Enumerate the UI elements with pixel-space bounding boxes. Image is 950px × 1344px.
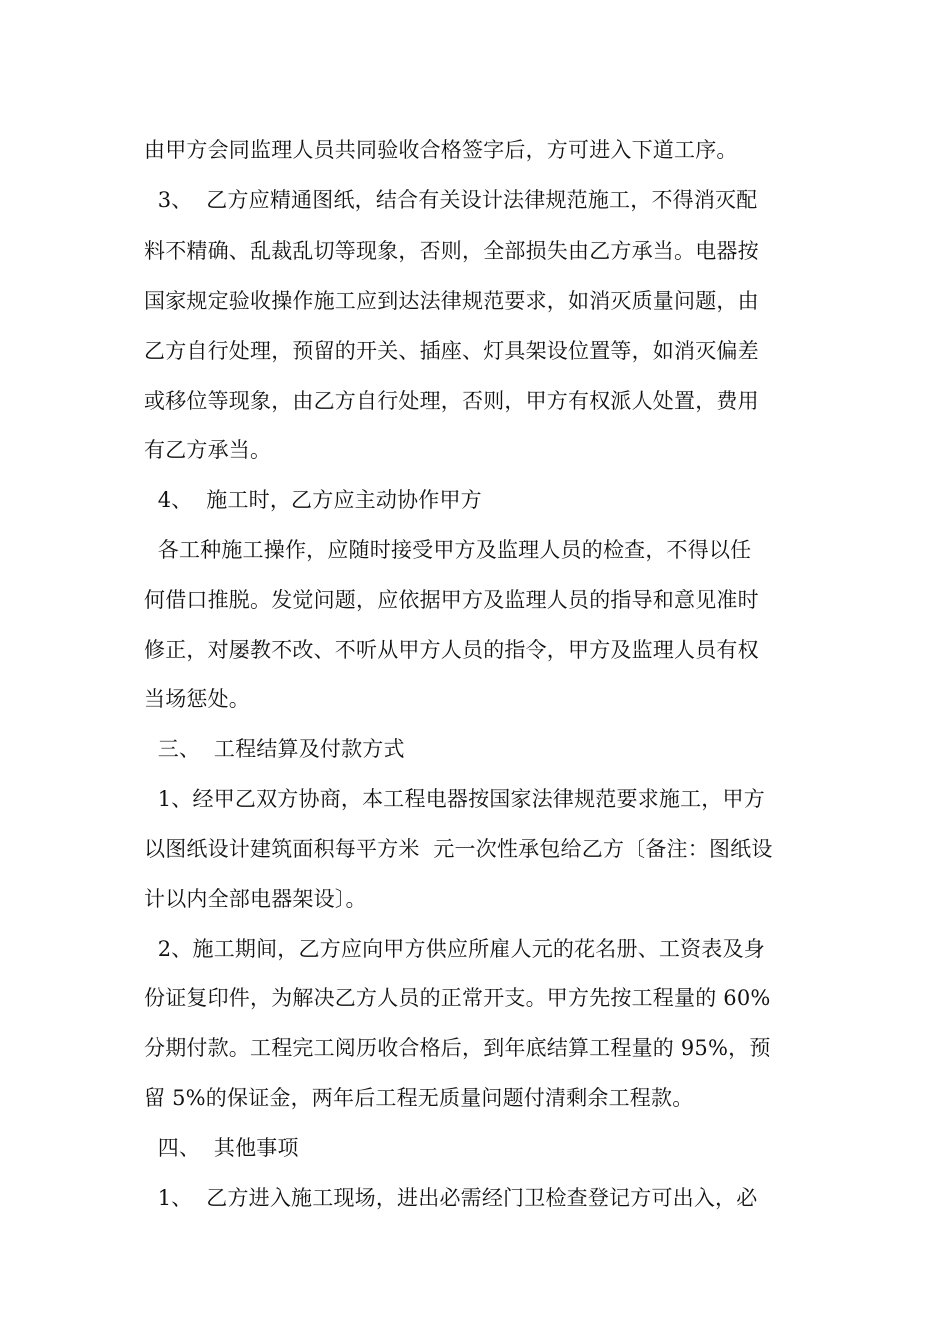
- text-line: 当场惩处。: [144, 687, 250, 711]
- text-line: 1、经甲乙双方协商，本工程电器按国家法律规范要求施工，甲方: [144, 787, 765, 811]
- section-heading: 4、 施工时，乙方应主动协作甲方: [144, 488, 482, 512]
- section-heading: 三、 工程结算及付款方式: [144, 737, 405, 761]
- text-line: 乙方自行处理，预留的开关、插座、灯具架设位置等，如消灭偏差: [144, 339, 759, 363]
- text-line: 或移位等现象，由乙方自行处理，否则，甲方有权派人处置，费用: [144, 389, 759, 413]
- text-line: 份证复印件，为解决乙方人员的正常开支。甲方先按工程量的 60%: [144, 986, 771, 1010]
- text-line: 修正，对屡教不改、不听从甲方人员的指令，甲方及监理人员有权: [144, 638, 759, 662]
- text-line: 计以内全部电器架设〕。: [144, 887, 367, 911]
- text-line: 2、施工期间，乙方应向甲方供应所雇人元的花名册、工资表及身: [144, 937, 765, 961]
- text-line: 分期付款。工程完工阅历收合格后，到年底结算工程量的 95%，预: [144, 1036, 771, 1060]
- text-line: 国家规定验收操作施工应到达法律规范要求，如消灭质量问题，由: [144, 289, 759, 313]
- text-line: 由甲方会同监理人员共同验收合格签字后，方可进入下道工序。: [144, 138, 738, 162]
- text-line: 有乙方承当。: [144, 438, 272, 462]
- text-line: 留 5%的保证金，两年后工程无质量问题付清剩余工程款。: [144, 1086, 694, 1110]
- text-line: 各工种施工操作，应随时接受甲方及监理人员的检查，不得以任: [144, 538, 752, 562]
- text-line: 何借口推脱。发觉问题，应依据甲方及监理人员的指导和意见准时: [144, 588, 759, 612]
- section-heading: 四、 其他事项: [144, 1136, 299, 1160]
- text-line: 以图纸设计建筑面积每平方米 元一次性承包给乙方〔备注：图纸设: [144, 837, 773, 861]
- text-line: 料不精确、乱裁乱切等现象，否则，全部损失由乙方承当。电器按: [144, 239, 759, 263]
- text-line: 3、 乙方应精通图纸，结合有关设计法律规范施工，不得消灭配: [144, 188, 758, 212]
- text-line: 1、 乙方进入施工现场，进出必需经门卫检查登记方可出入，必: [144, 1186, 758, 1210]
